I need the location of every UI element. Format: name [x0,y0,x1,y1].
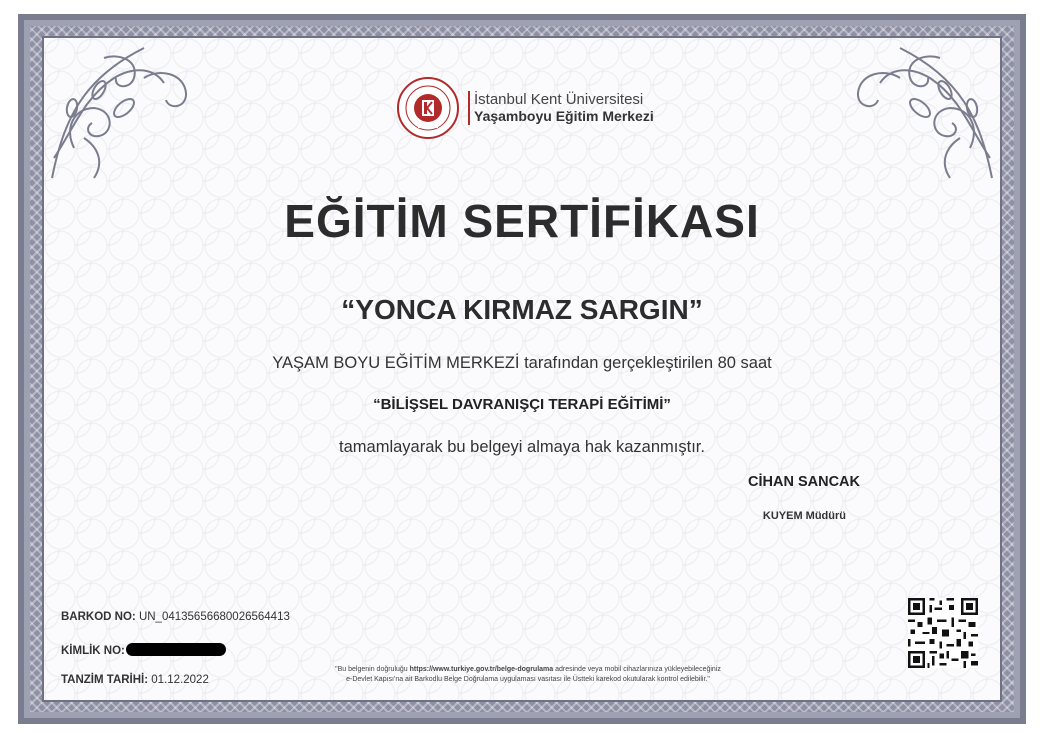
institution-logo [396,76,654,140]
note-line2: e-Devlet Kapısı'na ait Barkodlu Belge Doğrulama uygulaması vasıtası ile Üstteki karekod okutularak kontrol edilebilir." [346,676,710,683]
note-part1: "Bu belgenin doğruluğu [335,666,410,673]
redacted-id [126,643,226,656]
qr-code-icon[interactable] [908,598,978,668]
course-name: “BİLİŞSEL DAVRANIŞÇI TERAPİ EĞİTİMİ” [373,396,671,413]
barcode-label: BARKOD NO: [61,611,136,623]
note-part2: adresinde veya mobil cihazlarınıza yükleyebileceğiniz [553,666,721,673]
verification-note [258,665,798,685]
recipient-name: “YONCA KIRMAZ SARGIN” [341,294,703,325]
certificate-page [18,14,1026,724]
id-label: KİMLİK NO: [61,645,125,657]
date-value: 01.12.2022 [148,674,209,686]
barcode-value: UN_04135656680026564413 [135,611,290,623]
certificate-line-1: YAŞAM BOYU EĞİTİM MERKEZİ tarafından gerçekleştirilen 80 saat [272,354,772,372]
ornamental-corner-icon [850,38,1000,188]
date-label: TANZİM TARİHİ: [61,674,149,686]
logo-text [468,91,654,125]
certificate-title: EĞİTİM SERTİFİKASI [284,195,760,247]
verification-link[interactable]: https://www.turkiye.gov.tr/belge-dogrulama [409,666,554,673]
logo-center: Yaşamboyu Eğitim Merkezi [474,108,654,124]
barcode-row [61,611,290,623]
certificate-line-2: tamamlayarak bu belgeyi almaya hak kazanmıştır. [339,438,705,456]
ornamental-corner-icon [44,38,194,188]
logo-institution: İstanbul Kent Üniversitesi [474,91,644,108]
university-seal-icon [396,76,460,140]
signer-name: CİHAN SANCAK [748,474,860,490]
signer-title: KUYEM Müdürü [762,510,846,522]
date-row [61,674,209,686]
id-row [61,643,226,657]
